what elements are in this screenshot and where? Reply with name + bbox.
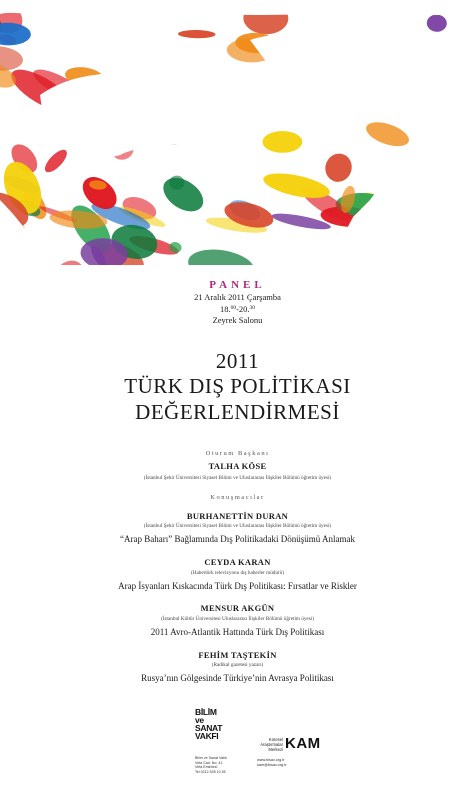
event-venue: Zeyrek Salonu xyxy=(212,315,263,325)
speaker-name: FEHİM TAŞTEKİN xyxy=(198,650,277,660)
title-year: 2011 xyxy=(215,349,260,373)
speaker-affiliation: (İstanbul Şehir Üniversitesi Siyaset Bilimi ve Uluslararası İlişkiler Bölümü öğretim üyesi) xyxy=(143,523,332,529)
speaker-name: MENSUR AKGÜN xyxy=(200,603,275,613)
speaker-name: CEYDA KARAN xyxy=(204,557,271,567)
event-date: 21 Aralık 2011 Çarşamba xyxy=(194,292,281,302)
chair-section-label: Oturum Başkanı xyxy=(205,450,270,457)
chair-affiliation: (İstanbul Şehir Üniversitesi Siyaset Bilimi ve Uluslararası İlişkiler Bölümü öğretim üyesi) xyxy=(143,475,332,481)
event-type-label: PANEL xyxy=(209,279,266,291)
painted-map-illustration xyxy=(0,0,475,265)
speaker-name: BURHANETTİN DURAN xyxy=(186,511,289,521)
kam-logo: KAM xyxy=(285,735,321,752)
speaker-affiliation: (İstanbul Kültür Üniversitesi Uluslararası İlişkiler Bölümü öğretim üyesi) xyxy=(161,616,314,622)
title-line-2: TÜRK DIŞ POLİTİKASI xyxy=(124,374,351,398)
bsv-address: Bilim ve Sanat Vakfı Vefa Cad. No: 41 Vefa Eminönü Tel 0212 528 10 55 xyxy=(195,756,227,774)
speaker-affiliation: (Habertürk televizyonu dış haberler müdürü) xyxy=(190,570,285,576)
event-time: 18.00-20.30 xyxy=(219,304,256,314)
title-line-3: DEĞERLENDİRMESİ xyxy=(135,400,340,424)
speaker-talk-title: “Arap Baharı” Bağlamında Dış Politikadaki Dönüşümü Anlamak xyxy=(120,534,355,544)
kam-subtitle: Küresel Araştırmalar Merkezi xyxy=(260,737,283,752)
speaker-talk-title: Arap İsyanları Kıskacında Türk Dış Politikası: Fırsatlar ve Riskler xyxy=(118,581,357,591)
bilim-sanat-vakfi-logo: BİLİM ve SANAT VAKFI xyxy=(195,707,223,741)
speakers-section-label: Konuşmacılar xyxy=(210,494,265,501)
speaker-talk-title: Rusya’nın Gölgesinde Türkiye’nin Avrasya Politikası xyxy=(141,673,334,683)
sponsor-logos xyxy=(195,708,335,778)
kam-contact: www.bisav.org.tr kam@bisav.org.tr xyxy=(257,758,287,767)
speaker-affiliation: (Radikal gazetesi yazarı) xyxy=(211,662,264,668)
speaker-talk-title: 2011 Avro-Atlantik Hattında Türk Dış Politikası xyxy=(150,627,325,637)
chair-name: TALHA KÖSE xyxy=(208,461,267,471)
